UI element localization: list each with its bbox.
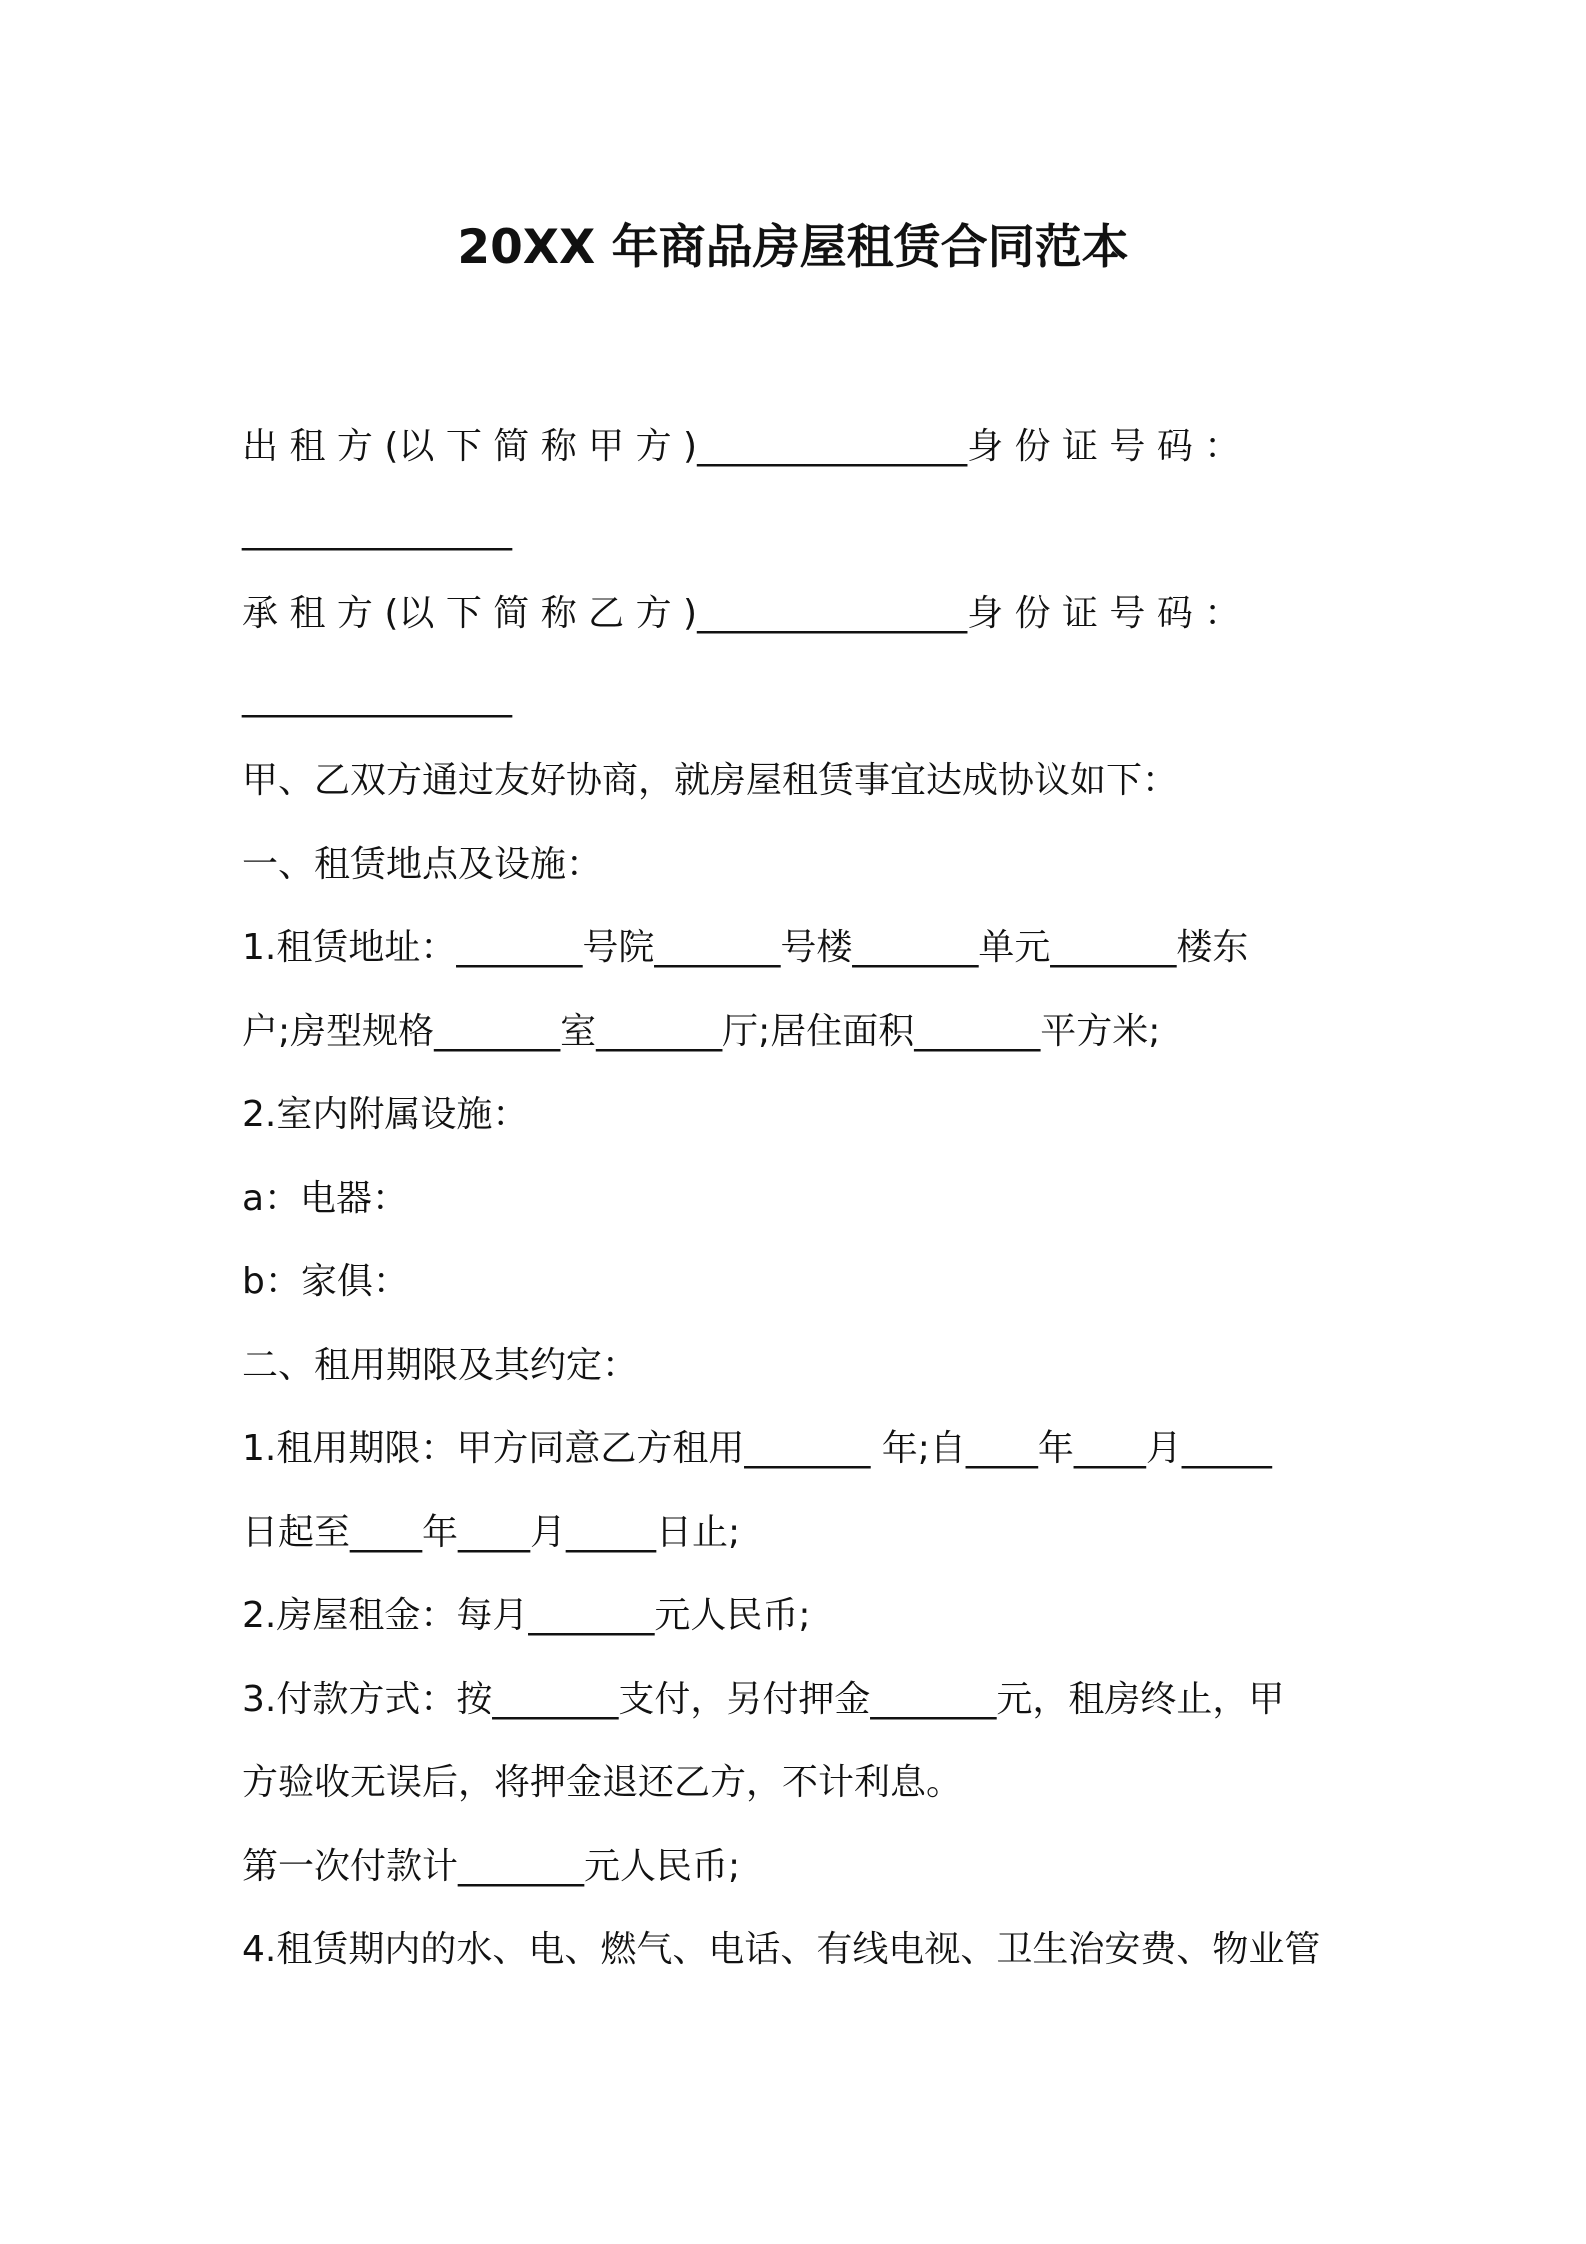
document-title: 20XX 年商品房屋租赁合同范本 <box>457 220 1129 275</box>
paragraph-line: 3.付款方式：按_______支付，另付押金_______元，租房终止，甲 <box>242 1678 1285 1720</box>
paragraph-line: 2.室内附属设施： <box>242 1094 529 1135</box>
lessee-id-blank: _______________ <box>242 676 512 718</box>
paragraph-line: b：家俱： <box>242 1261 409 1302</box>
paragraph-line: 4.租赁期内的水、电、燃气、电话、有线电视、卫生治安费、物业管 <box>242 1929 1321 1970</box>
agreement-intro: 甲、乙双方通过友好协商，就房屋租赁事宜达成协议如下： <box>242 760 1179 801</box>
paragraph-line: a：电器： <box>242 1177 409 1219</box>
section-heading: 一、租赁地点及设施： <box>242 843 603 885</box>
paragraph-line: 1.租赁地址：_______号院_______号楼_______单元_______楼东 <box>242 927 1249 968</box>
paragraph-text: 出 租 方 (以 下 简 称 甲 方 )_______________身 份 证 号 码 ： <box>242 426 1241 467</box>
paragraph-line: 日起至____年____月_____日止; <box>242 1511 741 1553</box>
section-heading: 二、租用期限及其约定： <box>242 1344 639 1386</box>
lessor-line <box>242 405 1360 489</box>
paragraph-line: 方验收无误后，将押金退还乙方，不计利息。 <box>242 1762 963 1803</box>
paragraph-text: 承 租 方 (以 下 简 称 乙 方 )_______________身 份 证 号 码 ： <box>242 593 1241 634</box>
paragraph-line: 2.房屋租金：每月_______元人民币; <box>242 1595 811 1636</box>
paragraph-line: 1.租用期限：甲方同意乙方租用_______ 年;自____年____月_____ <box>242 1428 1272 1469</box>
lessee-line <box>242 572 1360 656</box>
lessor-id-blank: _______________ <box>242 509 512 551</box>
paragraph-line: 户;房型规格_______室_______厅;居住面积_______平方米; <box>242 1010 1161 1052</box>
paragraph-line: 第一次付款计_______元人民币; <box>242 1845 741 1887</box>
document-body <box>242 405 1360 1992</box>
